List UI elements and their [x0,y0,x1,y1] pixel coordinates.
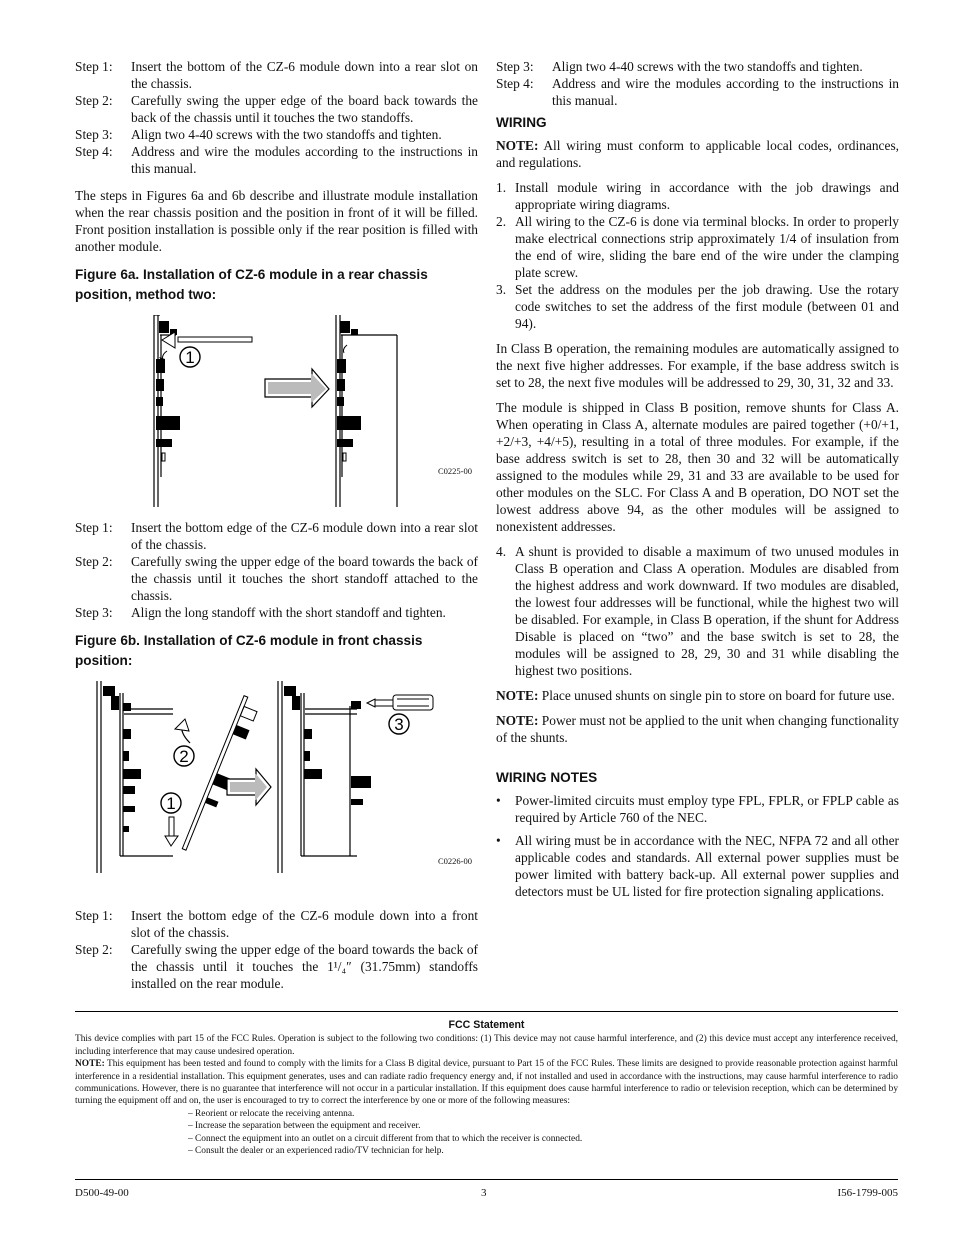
bullet-text: All wiring must be in accordance with the NEC, NFPA 72 and all other applicable codes and standards. All external power supplies must be power limited with battery back-up. All external power supplies and detectors must be UL listed for fire protection signaling applications. [515,833,899,899]
fcc-note [75,1058,898,1108]
note-label: NOTE: [496,138,539,153]
step-label: Step 4: [496,76,534,91]
step-row [75,58,478,92]
left-column [75,58,478,992]
figure-6a-drawing [75,315,478,511]
note-paragraph [496,712,899,746]
callout-number: 1 [185,348,195,367]
footer-doc-number: D500-49-00 [75,1187,129,1199]
note-text: Power must not be applied to the unit when changing functionality of the shunts. [496,713,899,745]
callout-number: 2 [179,747,189,766]
list-number: 2. [496,214,507,229]
list-item [496,543,899,679]
step-row [496,58,899,75]
bullet-item [496,792,899,826]
note-label: NOTE: [496,713,539,728]
list-text: Set the address on the modules per the job drawing. Use the rotary code switches to set the address of the first module (between 01 and 94). [515,282,899,331]
note-paragraph [496,137,899,171]
figure-6b-drawing [75,681,478,893]
step-text: Address and wire the modules according to the instructions in this manual. [131,144,478,176]
callout-number: 1 [166,794,176,813]
note-paragraph [496,687,899,704]
figure-6b-title: Figure 6b. Installation of CZ-6 module in front chassis position: [75,633,423,668]
wiring-heading: WIRING [496,115,547,130]
shipped-paragraph: The module is shipped in Class B position, remove shunts for Class A. When operating in Class A, alternate modules are paired together (+0/+1, +2/+3, +4/+5), resulting in a total of three modules. For example, if the base address switch is set to 28, then 30 and 32 will be automatically assigned to the modules while 29, 31 and 33 are available to be used for other modules on the SLC. For Class A and B operation, DO NOT set the lowest address above 94, as the other modules will be assigned to nonexistent addresses. [496,400,899,534]
bullet-text: Power-limited circuits must employ type FPL, FPLR, or FPLP cable as required by Article 760 of the NEC. [515,793,899,825]
fcc-measures-list [75,1108,898,1158]
intro-paragraph: The steps in Figures 6a and 6b describe and illustrate module installation when the rear chassis position and the position in front of it will be filled. Front position installation is possible only if the rear position is filled with another module. [75,188,478,254]
step-label: Step 3: [75,605,113,620]
callout-number: 3 [394,715,404,734]
note-text: All wiring must conform to applicable local codes, ordinances, and regulations. [496,138,900,170]
note-label: NOTE: [496,688,539,703]
fcc-note-text: This equipment has been tested and found to comply with the limits for a Class B digital device, pursuant to Part 15 of the FCC Rules. These limits are designed to provide reasonable protection against harmful interference in a residential installation. This equipment generates, uses and can radiate radio frequency energy and, if not installed and used in accordance with the instructions, may cause harmful interference to radio communications. However, there is no guarantee that interference will not occur in a particular installation. If this equipment does cause harmful interference to radio or television reception, which can be determined by turning the equipment off and on, the user is encouraged to try to correct the interference by one or more of the following measures: [75,1059,898,1107]
steps-group-a [75,58,478,177]
step-row [75,92,478,126]
step-text: Carefully swing the upper edge of the board towards the back of the chassis until it touches the 1¹/₄″ (31.75mm) standoffs installed on the rear module. [131,942,478,991]
step-label: Step 1: [75,520,113,535]
figure-6a-illustration [75,315,478,511]
step-label: Step 2: [75,942,113,957]
bullet-icon: • [496,793,501,808]
step-row [75,907,478,941]
step-text: Carefully swing the upper edge of the board towards the back of the chassis until it touches the short standoff attached to the chassis. [131,554,478,603]
figure-6a-title: Figure 6a. Installation of CZ-6 module in a rear chassis position, method two: [75,267,428,302]
note-text: Place unused shunts on single pin to store on board for future use. [541,688,895,703]
footer-part-number: I56-1799-005 [837,1187,898,1199]
step-text: Align the long standoff with the short standoff and tighten. [131,605,446,620]
figure-6b-illustration [75,681,478,893]
list-text: A shunt is provided to disable a maximum of two unused modules in Class B operation and Class A operation. Modules are disabled from the highest address and work downward. If two modules are disabled, the lowest four addresses will be functional, while the highest two will be disabled. For example, in Class B operation, if the shunt for Address Disable is placed on “two” and the base switch is set to 28, the modules will be assigned to 28, 29, 30 and 31 while disabling the highest two positions. [515,544,899,678]
step-row [75,143,478,177]
list-text: Install module wiring in accordance with the job drawings and appropriate wiring diagrams. [515,180,899,212]
step-row [75,604,478,621]
list-item [496,213,899,281]
list-item [496,179,899,213]
step-text: Address and wire the modules according to the instructions in this manual. [552,76,899,108]
page-footer [75,1179,898,1199]
list-number: 4. [496,544,507,559]
class-b-paragraph: In Class B operation, the remaining modules are automatically assigned to the next five higher addresses. For example, if the base address switch is set to 28, the next five modules will be addressed to 29, 30, 31, 32 and 33. [496,341,899,390]
steps-group-b [75,519,478,621]
figure-code: C0225-00 [438,466,472,476]
steps-group-c [75,907,478,992]
list-number: 3. [496,282,507,297]
list-item [496,281,899,332]
fcc-measure: – Connect the equipment into an outlet on a circuit different from that to which the receiver is connected. [188,1133,583,1144]
step-label: Step 1: [75,908,113,923]
fcc-measure: – Consult the dealer or an experienced radio/TV technician for help. [188,1146,444,1157]
bullet-icon: • [496,833,501,848]
step-row [75,553,478,604]
figure-code: C0226-00 [438,856,472,866]
step-label: Step 2: [75,554,113,569]
fcc-note-label: NOTE: [75,1059,105,1070]
step-row [75,941,478,992]
step-label: Step 3: [75,127,113,142]
step-text: Insert the bottom edge of the CZ-6 module down into a rear slot of the chassis. [131,520,478,552]
step-label: Step 2: [75,93,113,108]
step-row [75,126,478,143]
fcc-statement [75,1011,898,1157]
wiring-list [496,179,899,332]
list-text: All wiring to the CZ-6 is done via terminal blocks. In order to properly make electrical connections strip approximately 1/4 of insulation from the end of wire, sliding the bare end of the wire under the clamping plate screw. [515,214,899,280]
step-text: Insert the bottom edge of the CZ-6 module down into a front slot of the chassis. [131,908,478,940]
wiring-notes-heading: WIRING NOTES [496,770,598,785]
right-column [496,58,899,906]
fcc-paragraph: This device complies with part 15 of the FCC Rules. Operation is subject to the following two conditions: (1) This device may not cause harmful interference, and (2) this device must accept any interference received, including interference that may cause undesired operation. [75,1034,898,1057]
step-text: Align two 4-40 screws with the two standoffs and tighten. [552,59,863,74]
step-text: Insert the bottom of the CZ-6 module down into a rear slot on the chassis. [131,59,478,91]
step-label: Step 3: [496,59,534,74]
page-number: 3 [481,1187,487,1199]
step-text: Align two 4-40 screws with the two standoffs and tighten. [131,127,442,142]
list-number: 1. [496,180,507,195]
fcc-measure: – Increase the separation between the equipment and receiver. [188,1121,421,1132]
step-row [75,519,478,553]
step-label: Step 4: [75,144,113,159]
fcc-measure: – Reorient or relocate the receiving antenna. [188,1108,355,1119]
step-text: Carefully swing the upper edge of the board back towards the back of the chassis until it touches the two standoffs. [131,93,478,125]
step-label: Step 1: [75,59,113,74]
steps-group-right [496,58,899,109]
step-row [496,75,899,109]
bullet-item [496,832,899,900]
fcc-title: FCC Statement [448,1019,525,1031]
